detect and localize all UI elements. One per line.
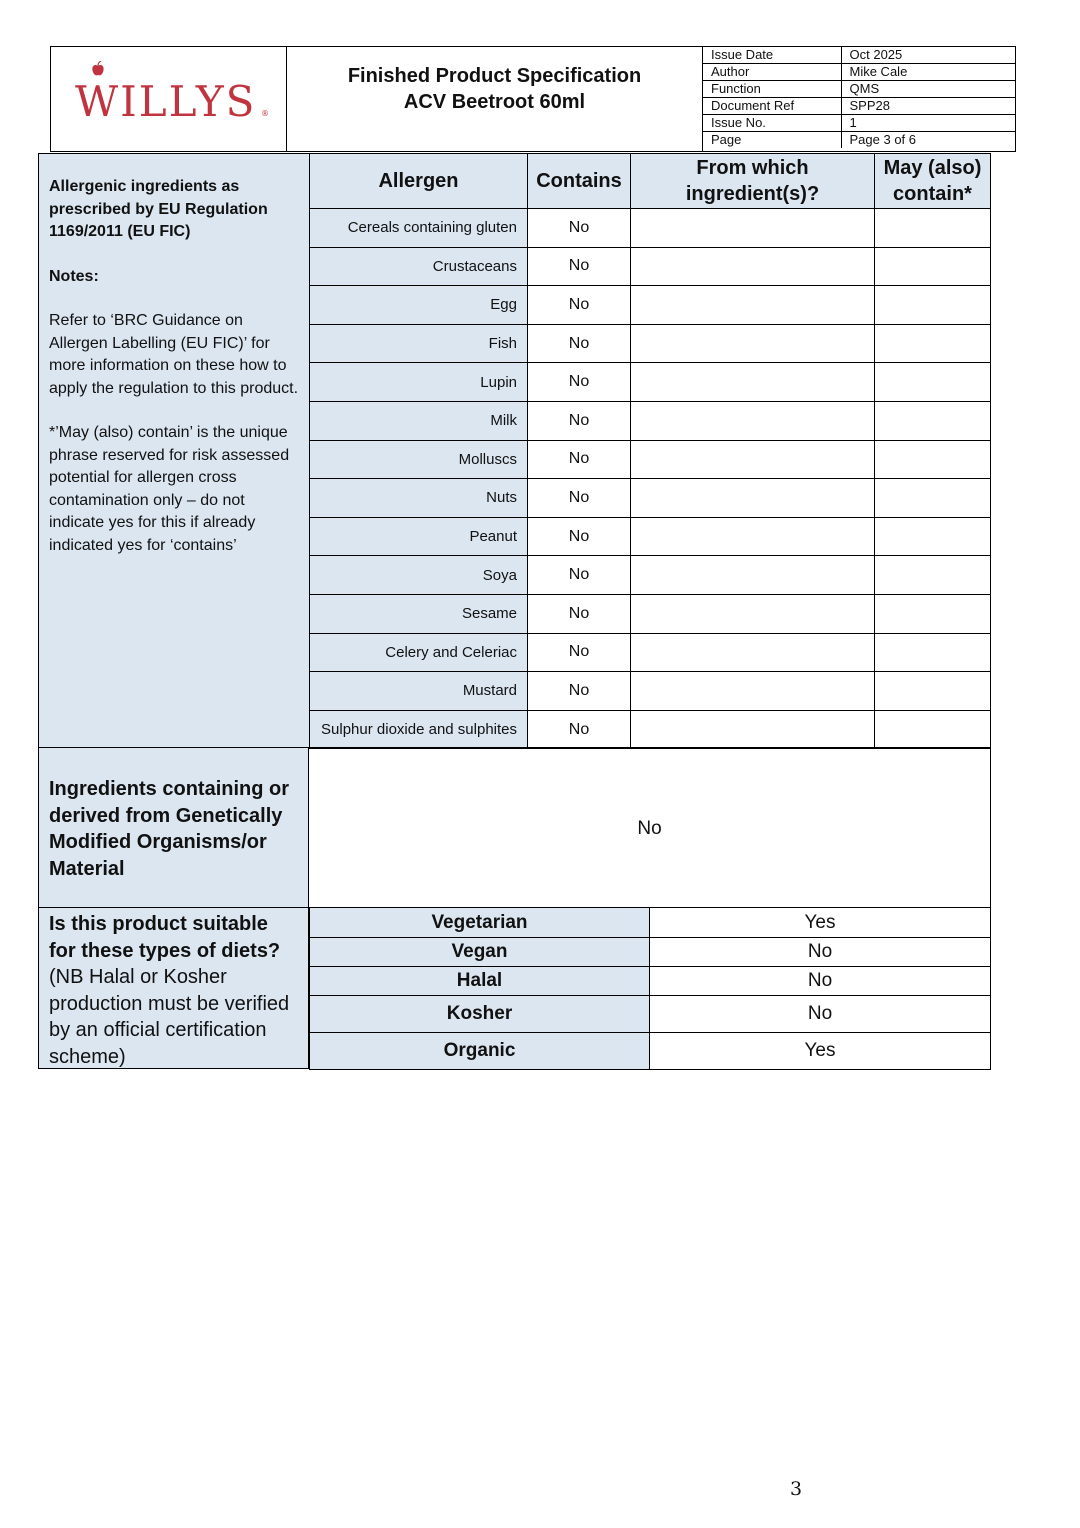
- contains-value: No: [528, 479, 631, 518]
- allergen-table: [38, 153, 991, 749]
- meta-value: Mike Cale: [841, 64, 1015, 81]
- from-ingredient-value: [631, 324, 875, 363]
- diet-name: Halal: [310, 967, 650, 996]
- from-ingredient-value: [631, 517, 875, 556]
- diet-section: [38, 907, 991, 1069]
- meta-key: Issue Date: [703, 47, 841, 64]
- meta-key: Page: [703, 132, 841, 149]
- meta-value: 1: [841, 115, 1015, 132]
- from-ingredient-value: [631, 247, 875, 286]
- from-ingredient-value: [631, 209, 875, 248]
- meta-row: [703, 47, 1015, 64]
- may-contain-value: [875, 401, 991, 440]
- meta-key: Issue No.: [703, 115, 841, 132]
- allergen-name: Cereals containing gluten: [310, 209, 528, 248]
- gmo-label: Ingredients containing or derived from Genetically Modified Organisms/or Material: [38, 747, 309, 908]
- may-contain-value: [875, 672, 991, 711]
- logo-cell: [51, 47, 287, 151]
- contains-value: No: [528, 209, 631, 248]
- column-header-may-contain: May (also) contain*: [875, 154, 991, 209]
- document-title: Finished Product Specification: [347, 65, 642, 87]
- may-contain-value: [875, 594, 991, 633]
- diet-label-cell: [38, 907, 309, 1069]
- gmo-value-cell: [309, 747, 991, 908]
- registered-mark: ®: [261, 109, 269, 118]
- diet-value: Yes: [650, 908, 991, 938]
- may-contain-value: [875, 710, 991, 749]
- diet-row: [310, 938, 991, 967]
- allergen-header-row: [39, 154, 991, 209]
- meta-row: [703, 81, 1015, 98]
- diet-name: Kosher: [310, 996, 650, 1033]
- may-contain-note: *’May (also) contain’ is the unique phrase reserved for risk assessed potential for allergen cross contamination only – do not indicate yes for this if already indicated yes for ‘contains’: [49, 424, 290, 554]
- contains-value: No: [528, 286, 631, 325]
- may-contain-value: [875, 363, 991, 402]
- contains-value: No: [528, 672, 631, 711]
- meta-key: Function: [703, 81, 841, 98]
- diet-question: Is this product suitable for these types of diets?: [49, 913, 281, 962]
- column-header-contains: Contains: [528, 154, 631, 209]
- title-cell: [287, 47, 703, 151]
- column-header-allergen: Allergen: [310, 154, 528, 209]
- column-header-from-which: From which ingredient(s)?: [631, 154, 875, 209]
- diet-name: Vegan: [310, 938, 650, 967]
- contains-value: No: [528, 363, 631, 402]
- meta-row: [703, 132, 1015, 149]
- allergen-name: Nuts: [310, 479, 528, 518]
- from-ingredient-value: [631, 479, 875, 518]
- allergen-name: Fish: [310, 324, 528, 363]
- contains-value: No: [528, 556, 631, 595]
- diet-row: [310, 1033, 991, 1070]
- may-contain-value: [875, 517, 991, 556]
- contains-value: No: [528, 401, 631, 440]
- diet-row: [310, 996, 991, 1033]
- allergen-name: Peanut: [310, 517, 528, 556]
- meta-key: Document Ref: [703, 98, 841, 115]
- allergen-heading: Allergenic ingredients as prescribed by EU Regulation 1169/2011 (EU FIC): [49, 178, 268, 240]
- allergen-name: Lupin: [310, 363, 528, 402]
- may-contain-value: [875, 633, 991, 672]
- document-meta-table: [703, 47, 1015, 148]
- from-ingredient-value: [631, 401, 875, 440]
- allergen-name: Molluscs: [310, 440, 528, 479]
- contains-value: No: [528, 517, 631, 556]
- contains-value: No: [528, 633, 631, 672]
- allergen-name: Egg: [310, 286, 528, 325]
- may-contain-value: [875, 556, 991, 595]
- meta-value: Page 3 of 6: [849, 132, 916, 148]
- may-contain-value: [875, 286, 991, 325]
- contains-value: No: [528, 247, 631, 286]
- allergen-name: Crustaceans: [310, 247, 528, 286]
- meta-key: Author: [703, 64, 841, 81]
- contains-value: No: [528, 324, 631, 363]
- may-contain-value: [875, 440, 991, 479]
- allergen-name: Mustard: [310, 672, 528, 711]
- page-number: 3: [790, 1478, 803, 1500]
- diet-value: Yes: [650, 1033, 991, 1070]
- meta-row: [703, 98, 1015, 115]
- allergen-section: [38, 153, 991, 749]
- diet-name: Organic: [310, 1033, 650, 1070]
- brand-logo: WILLYS: [75, 77, 257, 126]
- allergen-name: Sulphur dioxide and sulphites: [310, 710, 528, 749]
- from-ingredient-value: [631, 594, 875, 633]
- meta-value: QMS: [841, 81, 1015, 98]
- diet-certification-note: (NB Halal or Kosher production must be verified by an official certification scheme): [49, 966, 290, 1068]
- diet-row: [310, 967, 991, 996]
- allergen-name: Sesame: [310, 594, 528, 633]
- meta-row: [703, 115, 1015, 132]
- may-contain-value: [875, 247, 991, 286]
- diet-value: No: [650, 967, 991, 996]
- from-ingredient-value: [631, 672, 875, 711]
- gmo-section: [38, 747, 991, 908]
- from-ingredient-value: [631, 440, 875, 479]
- from-ingredient-value: [631, 363, 875, 402]
- meta-value: SPP28: [841, 98, 1015, 115]
- may-contain-value: [875, 479, 991, 518]
- from-ingredient-value: [631, 286, 875, 325]
- may-contain-value: [875, 324, 991, 363]
- diet-table: [309, 907, 991, 1070]
- from-ingredient-value: [631, 710, 875, 749]
- from-ingredient-value: [631, 633, 875, 672]
- contains-value: No: [528, 710, 631, 749]
- allergen-name: Milk: [310, 401, 528, 440]
- allergen-notes-cell: [39, 154, 310, 749]
- allergen-name: Soya: [310, 556, 528, 595]
- diet-name: Vegetarian: [310, 908, 650, 938]
- meta-row: [703, 64, 1015, 81]
- meta-value: Oct 2025: [841, 47, 1015, 64]
- diet-row: [310, 908, 991, 938]
- contains-value: No: [528, 440, 631, 479]
- diet-value: No: [650, 996, 991, 1033]
- notes-label: Notes:: [49, 267, 99, 285]
- may-contain-value: [875, 209, 991, 248]
- gmo-value: No: [637, 818, 662, 839]
- apple-icon: [91, 61, 105, 77]
- contains-value: No: [528, 594, 631, 633]
- product-name: ACV Beetroot 60ml: [403, 91, 586, 113]
- from-ingredient-value: [631, 556, 875, 595]
- diet-value: No: [650, 938, 991, 967]
- allergen-name: Celery and Celeriac: [310, 633, 528, 672]
- document-header: [50, 46, 1016, 152]
- brc-guidance-note: Refer to ‘BRC Guidance on Allergen Labelling (EU FIC)’ for more information on these how to apply the regulation to this product.: [49, 312, 299, 397]
